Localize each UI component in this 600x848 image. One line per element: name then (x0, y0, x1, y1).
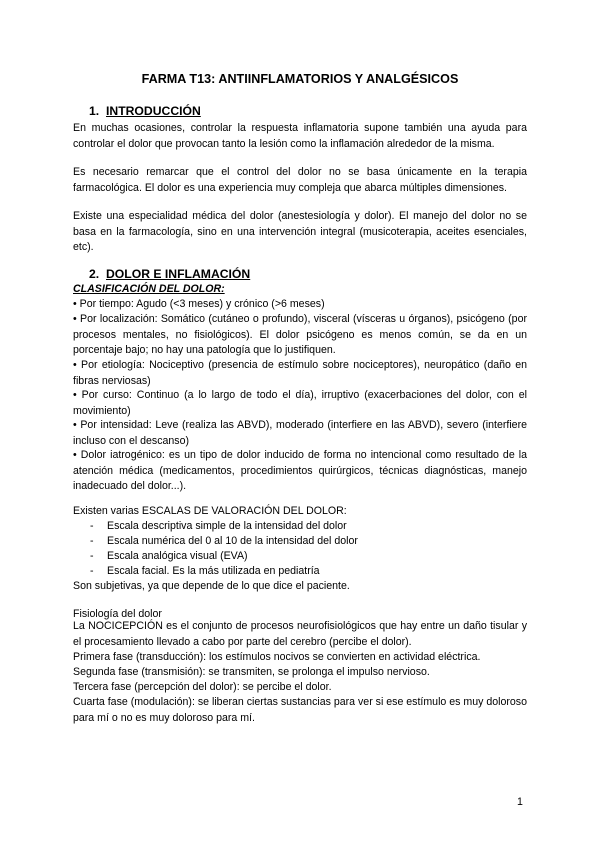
bullet-intensidad: • Por intensidad: Leve (realiza las ABVD), moderado (interfiere en las ABVD), severo (interfiere incluso con el descanso) (73, 419, 527, 447)
page-number: 1 (517, 796, 523, 808)
section-1-title: INTRODUCCIÓN (106, 104, 201, 118)
scale-item (73, 549, 527, 564)
intro-paragraph-3: Existe una especialidad médica del dolor (anestesiología y dolor). El manejo del dolor no se basa en la farmacología, sino en una intervención integral (musicoterapia, aceites esenciales, etc). (73, 210, 527, 253)
bullet-iatrogenico: • Dolor iatrogénico: es un tipo de dolor inducido de forma no intencional como resultado de la atención médica (medicamentos, procedimientos quirúrgicos, técnicas diagnósticas, manejo inadecuado del dolor...). (73, 449, 527, 492)
scale-dash: - (90, 550, 94, 562)
scale-dash: - (90, 520, 94, 532)
intro-paragraph-1: En muchas ocasiones, controlar la respuesta inflamatoria supone también una ayuda para controlar el dolor que provocan tanto la lesión como la inflamación alrededor de la misma. (73, 122, 527, 150)
section-1-heading (89, 104, 201, 120)
scale-text: Escala descriptiva simple de la intensidad del dolor (107, 520, 347, 532)
phase-2: Segunda fase (transmisión): se transmiten, se prolonga el impulso nervioso. (73, 666, 430, 678)
scale-item (73, 534, 527, 549)
scale-text: Escala facial. Es la más utilizada en pediatría (107, 565, 320, 577)
scale-dash: - (90, 535, 94, 547)
scale-text: Escala analógica visual (EVA) (107, 550, 248, 562)
phase-4: Cuarta fase (modulación): se liberan ciertas sustancias para ver si ese estímulo es muy doloroso para mí o no es muy doloroso para mí. (73, 696, 527, 724)
physiology-title: Fisiología del dolor (73, 608, 162, 620)
bullet-curso: • Por curso: Continuo (a lo largo de todo el día), irruptivo (exacerbaciones del dolor, con el movimiento) (73, 389, 527, 417)
page-title: FARMA T13: ANTIINFLAMATORIOS Y ANALGÉSICOS (141, 72, 459, 86)
bullet-localizacion: • Por localización: Somático (cutáneo o profundo), visceral (vísceras u órganos), psicógeno (por procesos mentales, no fisiológicos). El dolor psicógeno es menos común, se da en un porcentaje bajo; no hay una patología que lo justifiquen. (73, 313, 527, 356)
scale-item (73, 519, 527, 534)
classification-subheading: CLASIFICACIÓN DEL DOLOR: (73, 283, 225, 295)
nociception-paragraph: La NOCICEPCIÓN es el conjunto de procesos neurofisiológicos que hay entre un daño tisular y el procesamiento llevado a cabo por parte del cerebro (percibe el dolor). (73, 620, 527, 648)
section-2-title: DOLOR E INFLAMACIÓN (106, 267, 251, 281)
scale-text: Escala numérica del 0 al 10 de la intensidad del dolor (107, 535, 358, 547)
scales-intro: Existen varias ESCALAS DE VALORACIÓN DEL DOLOR: (73, 505, 347, 517)
bullet-etiologia: • Por etiología: Nociceptivo (presencia de estímulo sobre nociceptores), neuropático (daño en fibras nerviosas) (73, 359, 527, 387)
scale-item (73, 564, 527, 579)
bullet-tiempo: • Por tiempo: Agudo (<3 meses) y crónico (>6 meses) (73, 298, 325, 310)
intro-paragraph-2: Es necesario remarcar que el control del dolor no se basa únicamente en la terapia farmacológica. El dolor es una experiencia muy compleja que abarca múltiples dimensiones. (73, 166, 527, 194)
section-2-number: 2. (89, 267, 100, 281)
section-1-number: 1. (89, 104, 100, 118)
phase-3: Tercera fase (percepción del dolor): se percibe el dolor. (73, 681, 332, 693)
scale-dash: - (90, 565, 94, 577)
scales-note: Son subjetivas, ya que depende de lo que dice el paciente. (73, 580, 350, 592)
phase-1: Primera fase (transducción): los estímulos nocivos se convierten en actividad eléctrica. (73, 651, 481, 663)
section-2-heading (89, 267, 250, 283)
